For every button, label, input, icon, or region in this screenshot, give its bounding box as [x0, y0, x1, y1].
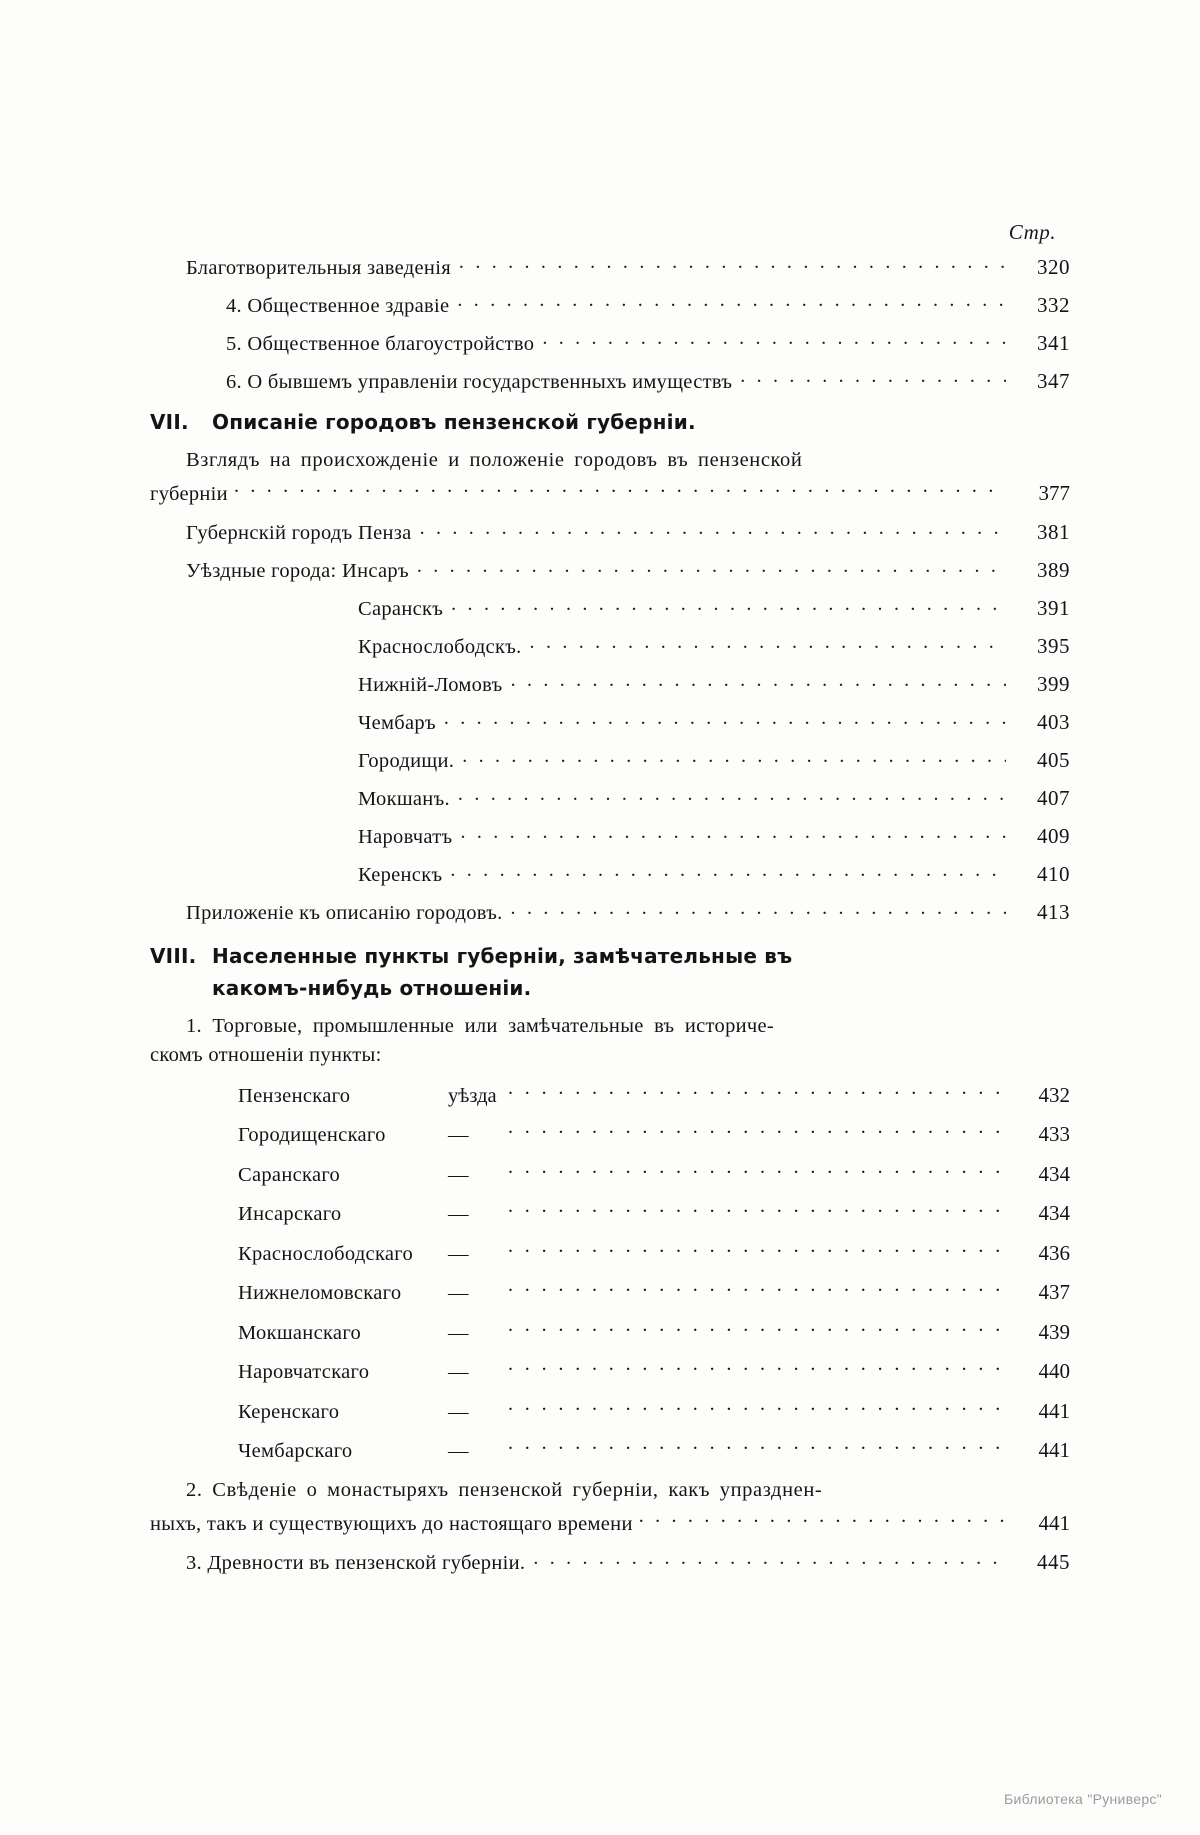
toc-entry-page: 441 [1038, 1510, 1070, 1535]
toc-entry-page: 440 [1038, 1359, 1070, 1384]
toc-entry-uezd[interactable] [238, 1081, 1070, 1108]
uezd-name: Саранскаго [238, 1163, 341, 1186]
toc-entry-label: Приложеніе къ описанію городовъ. [186, 902, 503, 925]
chapter-number-8: VIII. [150, 943, 197, 968]
uezd-name: Краснослободскаго [238, 1242, 414, 1265]
toc-entry-intro-7[interactable] [150, 446, 1070, 475]
toc-dot-leader [508, 1239, 1006, 1260]
toc-entry-uezd[interactable] [238, 1318, 1070, 1345]
toc-entry-page: 439 [1038, 1319, 1070, 1344]
toc-entry[interactable] [226, 367, 1070, 392]
uezd-dash: — [448, 1400, 469, 1423]
toc-entry-page: 395 [1037, 634, 1070, 659]
toc-entry-page: 405 [1037, 748, 1070, 773]
uezd-name: Мокшанскаго [238, 1321, 362, 1344]
toc-entry-uezd[interactable] [238, 1397, 1070, 1424]
toc-entry-page: 409 [1037, 824, 1070, 849]
table-of-contents [150, 220, 1070, 1587]
uezd-name: Чембарскаго [238, 1440, 353, 1463]
toc-entry-uezd[interactable] [238, 1279, 1070, 1306]
toc-entry-label: 4. Общественное здравіе [226, 294, 450, 317]
section-1-line1: 1. Торговые, промышленные или замѣчательные въ историче- [186, 1014, 775, 1037]
toc-dot-leader [639, 1509, 1006, 1530]
toc-dot-leader [444, 709, 1006, 730]
toc-entry-page: 407 [1037, 786, 1070, 811]
uezd-dash: — [448, 1321, 469, 1344]
toc-entry-page: 320 [1037, 254, 1070, 279]
toc-entry-page: 341 [1037, 330, 1070, 355]
uezd-dash: — [448, 1361, 469, 1384]
toc-entry[interactable] [358, 861, 1070, 886]
uezd-dash: — [448, 1163, 469, 1186]
toc-entry[interactable] [358, 785, 1070, 810]
toc-dot-leader [508, 1279, 1006, 1300]
toc-dot-leader [462, 747, 1006, 768]
section-2-line2: ныхъ, такъ и существующихъ до настоящаго времени [150, 1512, 633, 1535]
library-watermark: Библиотека "Руниверс" [1004, 1791, 1162, 1807]
toc-entry-label: Керенскъ [358, 864, 443, 887]
toc-entry-page: 413 [1037, 900, 1070, 925]
chapter-title-8-line1: Населенные пункты губерніи, замѣчательные въ [212, 943, 793, 968]
toc-entry-label: Благотворительныя заведенія [186, 256, 451, 279]
toc-dot-leader [451, 595, 1006, 616]
toc-dot-leader [508, 1081, 1006, 1102]
toc-entry-page: 445 [1037, 1550, 1070, 1575]
uezd-dash: — [448, 1242, 469, 1265]
toc-entry-uezd[interactable] [238, 1358, 1070, 1385]
toc-entry-label: 5. Общественное благоустройство [226, 332, 535, 355]
toc-entry-label: Краснослободскъ. [358, 636, 522, 659]
toc-dot-leader [511, 671, 1006, 692]
toc-entry[interactable] [186, 899, 1070, 924]
toc-entry-page: 399 [1037, 672, 1070, 697]
toc-entry-page: 391 [1037, 596, 1070, 621]
toc-dot-leader [234, 479, 1006, 500]
toc-dot-leader [457, 291, 1006, 312]
chapter-heading-8 [150, 944, 1070, 1000]
uezd-name: Керенскаго [238, 1400, 340, 1423]
toc-entry-page: 434 [1038, 1201, 1070, 1226]
toc-entry[interactable] [186, 253, 1070, 278]
uezd-name: Инсарскаго [238, 1203, 342, 1226]
toc-dot-leader [511, 899, 1006, 920]
toc-entry-uezd[interactable] [238, 1160, 1070, 1187]
uezd-name: Пензенскаго [238, 1084, 351, 1107]
toc-dot-leader [417, 557, 1006, 578]
chapter-title-8-line2: какомъ-нибудь отношеніи. [212, 975, 532, 1000]
chapter-title-7: Описаніе городовъ пензенской губерніи. [212, 410, 696, 434]
toc-entry[interactable] [358, 709, 1070, 734]
toc-entry-line2: губерніи [150, 482, 228, 505]
toc-dot-leader [459, 253, 1006, 274]
uezd-dash: — [448, 1440, 469, 1463]
toc-entry-page: 332 [1037, 292, 1070, 317]
toc-entry-page: 437 [1038, 1280, 1070, 1305]
toc-entry-page: 347 [1037, 368, 1070, 393]
toc-dot-leader [508, 1437, 1006, 1458]
toc-entry[interactable] [226, 329, 1070, 354]
toc-entry-line1: Взглядъ на происхожденіе и положеніе городовъ въ пензенской [186, 449, 803, 471]
toc-entry[interactable] [186, 519, 1070, 544]
section-2-entry[interactable] [150, 1476, 1070, 1505]
toc-dot-leader [508, 1358, 1006, 1379]
toc-entry[interactable] [358, 823, 1070, 848]
toc-entry[interactable] [358, 595, 1070, 620]
toc-entry-uezd[interactable] [238, 1239, 1070, 1266]
toc-entry-label: Уѣздные города: Инсаръ [186, 560, 409, 583]
toc-entry-label: 6. О бывшемъ управленіи государственныхъ имуществъ [226, 370, 733, 393]
toc-entry-page: 389 [1037, 558, 1070, 583]
uezd-dash: — [448, 1203, 469, 1226]
toc-entry-page: 433 [1038, 1122, 1070, 1147]
uezd-name: Наровчатскаго [238, 1361, 370, 1384]
toc-entry-uezd[interactable] [238, 1121, 1070, 1148]
toc-entry-label: Саранскъ [358, 598, 444, 621]
toc-entry[interactable] [226, 291, 1070, 316]
toc-dot-leader [508, 1200, 1006, 1221]
toc-dot-leader [450, 861, 1006, 882]
uezd-dash: уѣзда [448, 1084, 497, 1107]
toc-dot-leader [458, 785, 1006, 806]
toc-entry-label: Чембаръ [358, 712, 436, 735]
section-2-line1: 2. Свѣденіе о монастыряхъ пензенской губерніи, какъ упразднен- [186, 1479, 823, 1502]
toc-entry-page: 432 [1038, 1082, 1070, 1107]
toc-dot-leader [420, 519, 1006, 540]
toc-entry-label: Городищи. [358, 750, 455, 773]
section-1-heading [150, 1012, 1070, 1071]
toc-entry-page: 381 [1037, 520, 1070, 545]
toc-entry[interactable] [358, 747, 1070, 772]
toc-entry[interactable] [186, 557, 1070, 582]
toc-entry-uezd[interactable] [238, 1437, 1070, 1464]
toc-entry-page: 377 [1038, 480, 1070, 505]
uezd-name: Нижнеломовскаго [238, 1282, 402, 1305]
uezd-dash: — [448, 1282, 469, 1305]
uezd-dash: — [448, 1124, 469, 1147]
toc-entry-page: 441 [1038, 1398, 1070, 1423]
toc-dot-leader [460, 823, 1006, 844]
toc-entry-page: 403 [1037, 710, 1070, 735]
toc-entry-label: Нижній-Ломовъ [358, 674, 503, 697]
toc-dot-leader [508, 1160, 1006, 1181]
chapter-number-7: VII. [150, 410, 189, 434]
toc-entry-intro-7-tail[interactable] [150, 479, 1070, 506]
toc-entry-label: Мокшанъ. [358, 788, 450, 811]
uezd-name: Городищенскаго [238, 1124, 386, 1147]
toc-dot-leader [508, 1318, 1006, 1339]
toc-entry-page: 441 [1038, 1438, 1070, 1463]
toc-entry-page: 410 [1037, 862, 1070, 887]
toc-entry-uezd[interactable] [238, 1200, 1070, 1227]
toc-entry[interactable] [358, 633, 1070, 658]
section-1-line2: скомъ отношеніи пункты: [150, 1044, 382, 1067]
toc-dot-leader [533, 1549, 1006, 1570]
section-3-label: 3. Древности въ пензенской губерніи. [186, 1552, 526, 1575]
chapter-heading-7 [150, 410, 1070, 434]
toc-dot-leader [508, 1397, 1006, 1418]
toc-entry-label: Губернскій городъ Пенза [186, 522, 412, 545]
toc-entry-page: 436 [1038, 1240, 1070, 1265]
column-header-page: Стр. [1008, 220, 1056, 244]
toc-entry-page: 434 [1038, 1161, 1070, 1186]
toc-entry-label: Наровчатъ [358, 826, 453, 849]
toc-dot-leader [530, 633, 1006, 654]
toc-dot-leader [740, 367, 1006, 388]
toc-dot-leader [542, 329, 1006, 350]
section-2-entry-tail[interactable] [150, 1509, 1070, 1536]
toc-dot-leader [508, 1121, 1006, 1142]
toc-entry[interactable] [358, 671, 1070, 696]
section-3-entry[interactable] [186, 1549, 1070, 1574]
